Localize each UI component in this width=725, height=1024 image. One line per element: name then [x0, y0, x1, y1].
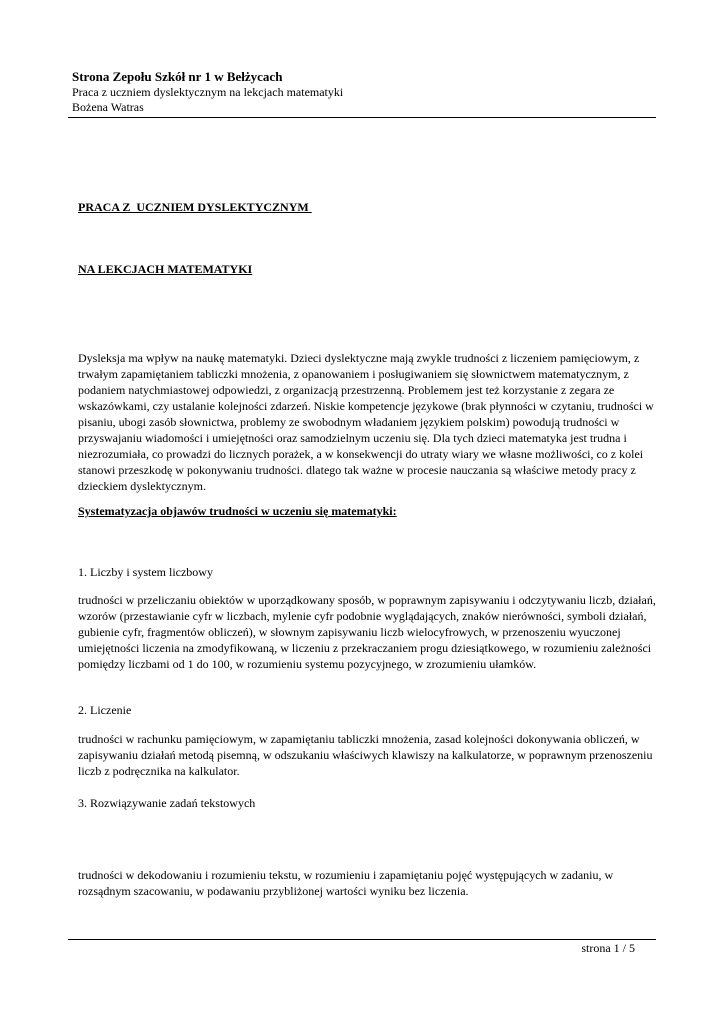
- main-title-line-2: NA LEKCJACH MATEMATYKI: [78, 262, 253, 276]
- author-name: Bożena Watras: [72, 100, 144, 114]
- intro-paragraph: Dysleksja ma wpływ na naukę matematyki. Dzieci dyslektyczne mają zwykle trudności z liczeniem pamięciowym, z trwałym zapamiętaniem tabliczki mnożenia, z opanowaniem i posługiwaniem się słownictwem matematycznym, z podaniem natychmiastowej odpowiedzi, z organizacją przestrzenną. Problemem jest też korzystanie z zegara ze wskazówkami, czy ustalanie kolejności zdarzeń. Niskie kompetencje językowe (brak płynności w czytaniu, trudności w pisaniu, ubogi zasób słownictwa, problemy ze swobodnym władaniem językiem polskim) powodują trudności w przyswajaniu wiadomości i umiejętności oraz samodzielnym uczeniu się. Dla tych dzieci matematyka jest trudna i niezrozumiała, co prowadzi do licznych porażek, a w konsekwencji do utraty wiary we własne możliwości, co z kolei stanowi przeszkodę w pokonywaniu trudności. dlatego tak ważne w procesie nauczania są właściwe metody pracy z dzieckiem dyslektycznym.: [78, 351, 654, 493]
- item-text-counting: trudności w rachunku pamięciowym, w zapamiętaniu tabliczki mnożenia, zasad kolejności dokonywania obliczeń, w zapisywaniu działań metodą pisemną, w odszukaniu właściwych klawiszy na kalkulatorze, w poprawnym przenoszeniu liczb z podręcznika na kalkulator.: [78, 732, 653, 778]
- main-title-line-1: PRACA Z UCZNIEM DYSLEKTYCZNYM: [78, 200, 312, 214]
- item-heading-numbers: 1. Liczby i system liczbowy: [78, 565, 213, 579]
- item-heading-word-problems: 3. Rozwiązywanie zadań tekstowych: [78, 796, 256, 810]
- header-divider: [68, 117, 656, 118]
- page-number: strona 1 / 5: [581, 941, 635, 955]
- document-subtitle: Praca z uczniem dyslektycznym na lekcjach matematyki: [72, 85, 344, 99]
- school-name: Strona Zepołu Szkół nr 1 w Bełżycach: [72, 69, 283, 84]
- footer-divider: [68, 939, 656, 940]
- item-text-word-problems: trudności w dekodowaniu i rozumieniu tekstu, w rozumieniu i zapamiętaniu pojęć występujących w zadaniu, w rozsądnym szacowaniu, w podawaniu przybliżonej wartości wyniku bez liczenia.: [78, 868, 614, 898]
- item-heading-counting: 2. Liczenie: [78, 703, 132, 717]
- section-title: Systematyzacja objawów trudności w uczeniu się matematyki:: [78, 504, 397, 518]
- page-header: [72, 68, 652, 115]
- item-text-numbers: trudności w przeliczaniu obiektów w uporządkowany sposób, w poprawnym zapisywaniu i odczytywaniu liczb, działań, wzorów (przestawianie cyfr w liczbach, mylenie cyfr podobnie wyglądających, znaków nierówności, symboli działań, gubienie cyfr, fragmentów obliczeń), w słownym zapisywaniu liczb wielocyfrowych, w przenoszeniu wyuczonej umiejętności liczenia na zmodyfikowaną, w liczeniu z przekraczaniem progu dziesiątkowego, w rozumieniu zależności pomiędzy liczbami od 1 do 100, w rozumieniu systemu pozycyjnego, w zrozumieniu ułamków.: [78, 593, 656, 671]
